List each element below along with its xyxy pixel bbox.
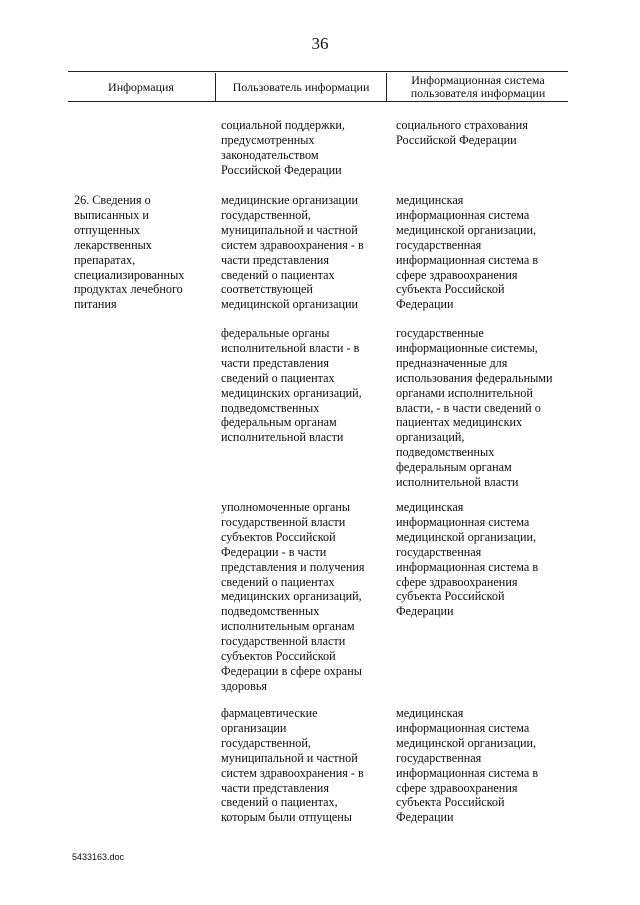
- continuation-user-cell: социальной поддержки, предусмотренных законодательством Российской Федерации: [221, 118, 345, 177]
- item-26-row-2-system-cell: государственные информационные системы, предназначенные для использования федеральными органами исполнительной власти, - в части сведений о пациентах медицинских организаций, подведомственных федеральным органам исполнительной власти: [396, 326, 553, 490]
- table-top-rule: [68, 71, 568, 72]
- header-information: Информация: [108, 79, 174, 94]
- item-26-row-1-system-cell: медицинская информационная система медицинской организации, государственная информационная система в сфере здравоохранения субъекта Российской Федерации: [396, 193, 539, 312]
- item-26-row-3-system-cell: медицинская информационная система медицинской организации, государственная информационная система в сфере здравоохранения субъекта Российской Федерации: [396, 500, 539, 619]
- header-user-information-system: Информационная система пользователя информации: [386, 73, 569, 101]
- header-information-user: Пользователь информации: [215, 73, 386, 101]
- item-26-row-2-user-cell: федеральные органы исполнительной власти - в части представления сведений о пациентах медицинских организаций, подведомственных федеральным органам исполнительной власти: [221, 326, 362, 445]
- item-26-information-cell: 26. Сведения о выписанных и отпущенных лекарственных препаратах, специализированных продуктах лечебного питания: [74, 193, 185, 312]
- table-header-bottom-rule: [68, 101, 568, 102]
- item-26-row-4-user-cell: фармацевтические организации государственной, муниципальной и частной систем здравоохранения - в части представления сведений о пациентах, которым были отпущены: [221, 706, 364, 825]
- page-number: 36: [311, 34, 329, 53]
- document-file-name: 5433163.doc: [72, 852, 125, 862]
- item-26-row-1-user-cell: медицинские организации государственной, муниципальной и частной систем здравоохранения - в части представления сведений о пациентах соответствующей медицинской организации: [221, 193, 364, 312]
- continuation-system-cell: социального страхования Российской Федерации: [396, 118, 528, 147]
- item-26-row-3-user-cell: уполномоченные органы государственной власти субъектов Российской Федерации - в части представления и получения сведений о пациентах медицинских организаций, подведомственных исполнительным органам государственной власти субъектов Российской Федерации в сфере охраны здоровья: [221, 500, 365, 693]
- item-26-row-4-system-cell: медицинская информационная система медицинской организации, государственная информационная система в сфере здравоохранения субъекта Российской Федерации: [396, 706, 539, 825]
